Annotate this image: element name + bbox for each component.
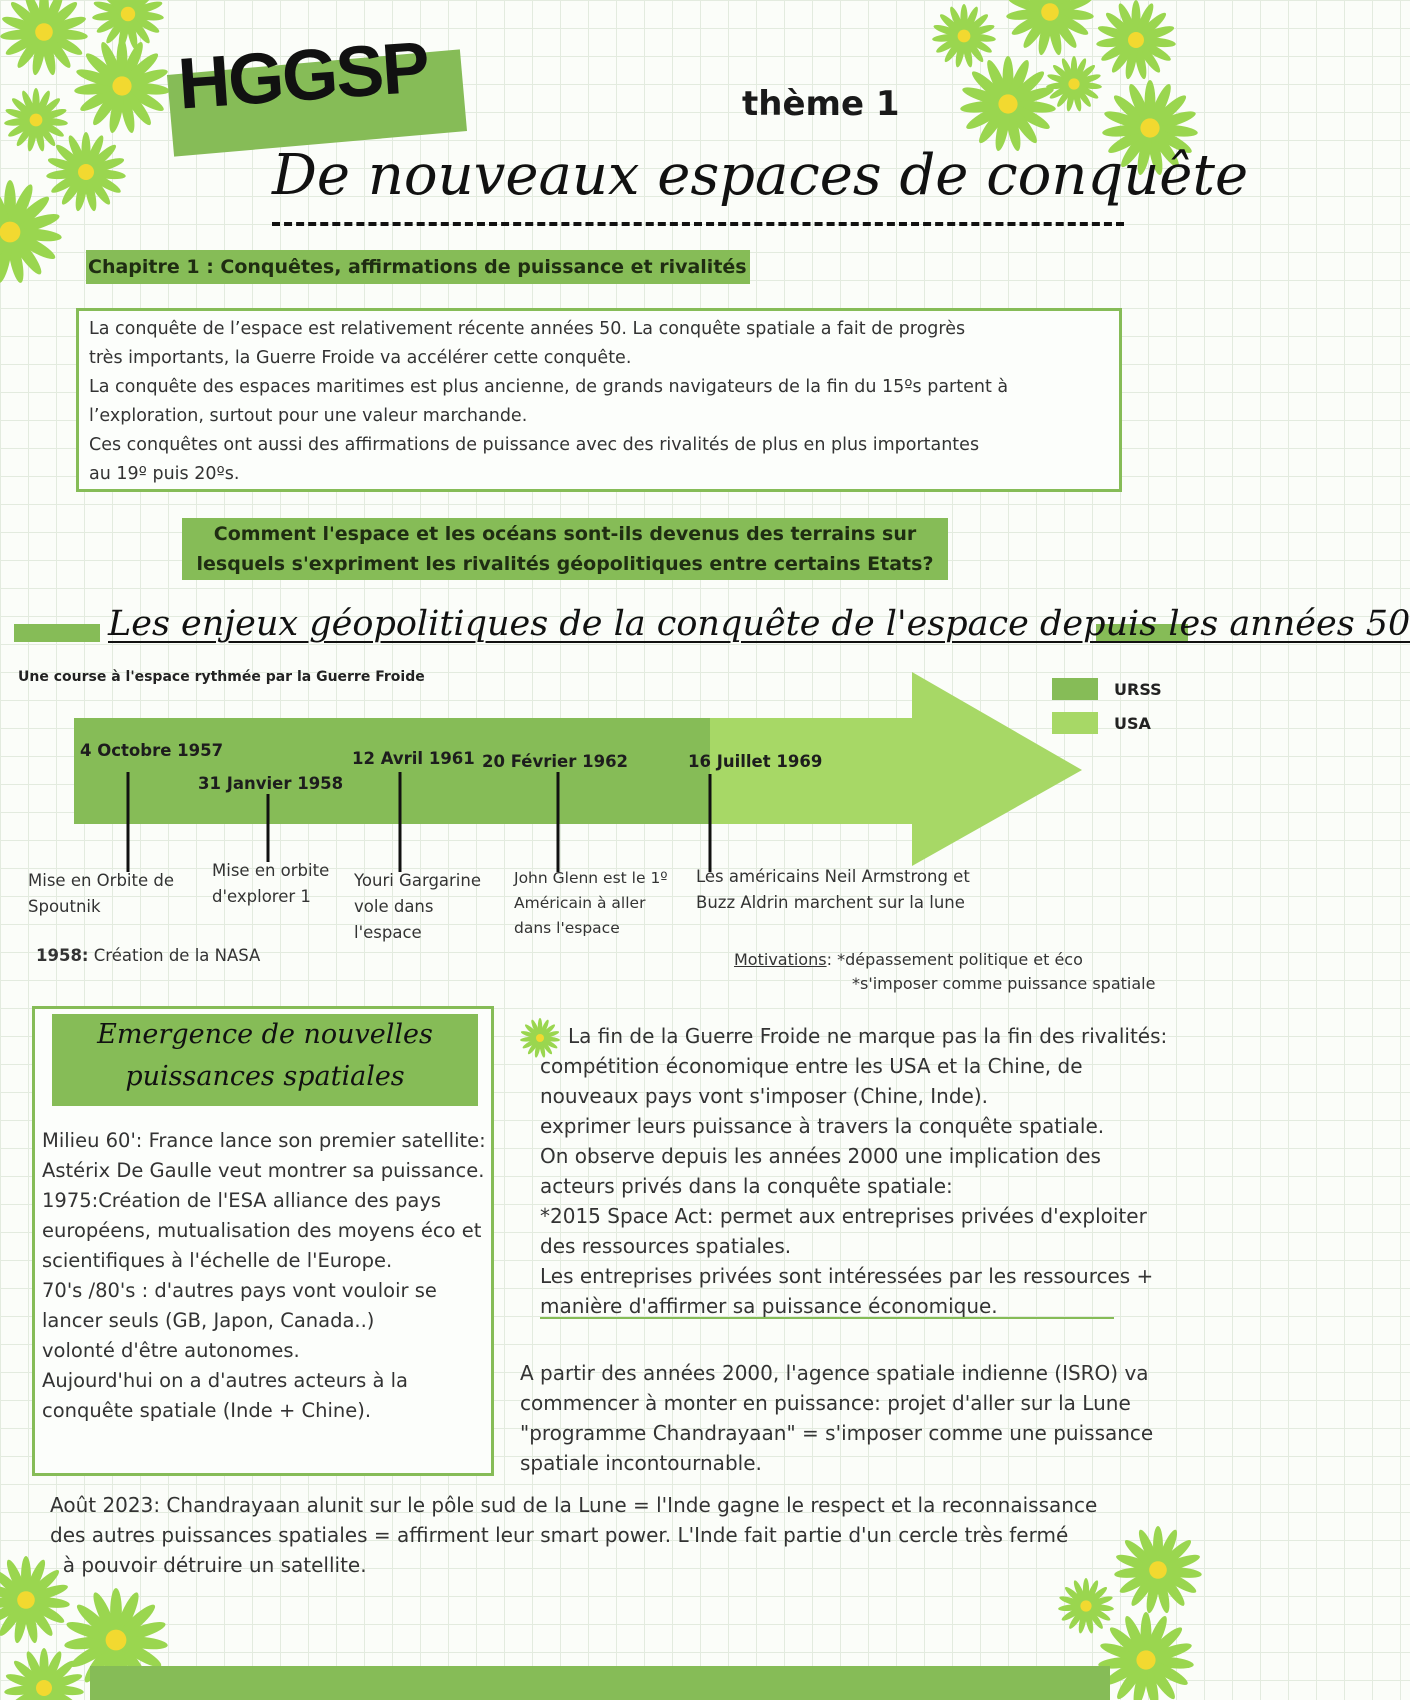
chapter-heading: Chapitre 1 : Conquêtes, affirmations de puissance et rivalités — [86, 250, 750, 284]
event-date: 4 Octobre 1957 — [80, 741, 224, 760]
timeline-legend — [1052, 678, 1162, 746]
right-paragraph: A partir des années 2000, l'agence spatiale indienne (ISRO) va commencer à monter en puissance: projet d'aller sur la Lune "programme Chandrayaan" = s'imposer comme une puissance spatiale incontournable. — [520, 1361, 1154, 1475]
conclusion-line: des autres puissances spatiales = affirment leur smart power. L'Inde fait partie d'un cercle très fermé — [50, 1523, 1069, 1547]
section-bar-left — [14, 624, 100, 642]
intro-line: très importants, la Guerre Froide va accélérer cette conquête. — [89, 348, 632, 368]
question-line: lesquels s'expriment les rivalités géopolitiques entre certains Etats? — [196, 553, 934, 575]
footer-bar — [90, 1666, 1110, 1700]
event-text: Youri Gargarine vole dans l'espace — [354, 871, 482, 942]
conclusion-text — [50, 1490, 1180, 1580]
emergence-paragraph: volonté d'être autonomes. — [42, 1339, 300, 1362]
legend-usa-label: USA — [1114, 713, 1151, 733]
right-paragraph: *2015 Space Act: permet aux entreprises privées d'exploiter des ressources spatiales. — [540, 1204, 1147, 1258]
event-text: John Glenn est le 1º Américain à aller dans l'espace — [514, 869, 668, 937]
emergence-paragraph: 1975:Création de l'ESA alliance des pays européens, mutualisation des moyens éco et scientifiques à l'échelle de l'Europe. — [42, 1189, 482, 1272]
emergence-paragraph: 70's /80's : d'autres pays vont vouloir se lancer seuls (GB, Japon, Canada..) — [42, 1279, 437, 1332]
event-date: 16 Juillet 1969 — [688, 752, 823, 771]
conclusion-line: à pouvoir détruire un satellite. — [50, 1553, 367, 1577]
legend-usa-swatch — [1052, 712, 1098, 734]
urss-band — [74, 718, 710, 824]
intro-line: au 19º puis 20ºs. — [89, 464, 240, 484]
question-line: Comment l'espace et les océans sont-ils devenus des terrains sur — [213, 523, 917, 545]
subject-title: HGGSP — [175, 27, 431, 125]
event-text: Mise en orbite d'explorer 1 — [212, 861, 330, 906]
page-title: De nouveaux espaces de conquête — [272, 143, 1249, 208]
problem-question — [182, 518, 948, 580]
right-paragraph: La fin de la Guerre Froide ne marque pas la fin des rivalités: compétition économique entre les USA et la Chine, de nouveaux pays vont s'imposer (Chine, Inde). — [540, 1024, 1168, 1108]
right-paragraph: On observe depuis les années 2000 une implication des acteurs privés dans la conquête spatiale: — [540, 1144, 1101, 1198]
timeline-label: Une course à l'espace rythmée par la Guerre Froide — [18, 669, 425, 685]
legend-urss-swatch — [1052, 678, 1098, 700]
nasa-year: 1958: — [36, 946, 89, 965]
conclusion-line: Août 2023: Chandrayaan alunit sur le pôle sud de la Lune = l'Inde gagne le respect et la reconnaissance — [50, 1493, 1098, 1517]
nasa-note — [36, 946, 260, 965]
emergence-paragraph: Milieu 60': France lance son premier satellite: Astérix De Gaulle veut montrer sa puissance. — [42, 1129, 486, 1182]
india-text — [520, 1358, 1180, 1478]
motivation-item: *s'imposer comme puissance spatiale — [852, 974, 1156, 993]
motivation-item: *dépassement politique et éco — [837, 950, 1083, 969]
divider — [540, 1317, 1114, 1319]
legend-urss-label: URSS — [1114, 679, 1162, 699]
intro-box — [76, 308, 1122, 492]
emergence-paragraph: Aujourd'hui on a d'autres acteurs à la conquête spatiale (Inde + Chine). — [42, 1369, 408, 1422]
legend-usa — [1052, 712, 1162, 734]
event-date: 31 Janvier 1958 — [198, 774, 344, 793]
timeline-arrow — [0, 660, 1200, 900]
intro-line: La conquête des espaces maritimes est plus ancienne, de grands navigateurs de la fin du 15ºs partent à — [89, 377, 1009, 397]
title-underline — [272, 222, 1124, 226]
theme-label: thème 1 — [742, 84, 900, 124]
intro-line: La conquête de l’espace est relativement récente années 50. La conquête spatiale a fait de progrès — [89, 319, 966, 339]
nasa-text: Création de la NASA — [93, 946, 261, 965]
emergence-title: Emergence de nouvelles puissances spatiales — [52, 1014, 478, 1106]
intro-line: Ces conquêtes ont aussi des affirmations de puissance avec des rivalités de plus en plus importantes — [89, 435, 980, 455]
motivations: Motivations: *dépassement politique et éco *s'imposer comme puissance spatiale — [734, 948, 1155, 996]
post-cold-war-text — [540, 1021, 1180, 1321]
intro-line: l’exploration, surtout pour une valeur marchande. — [89, 406, 528, 426]
event-text: Les américains Neil Armstrong et Buzz Aldrin marchent sur la lune — [696, 867, 970, 912]
right-paragraph: exprimer leurs puissance à travers la conquête spatiale. — [540, 1114, 1105, 1138]
event-date: 12 Avril 1961 — [352, 749, 475, 768]
event-date: 20 Février 1962 — [482, 752, 629, 771]
right-paragraph: Les entreprises privées sont intéressées par les ressources + manière d'affirmer sa puissance économique. — [540, 1264, 1154, 1318]
section-title: Les enjeux géopolitiques de la conquête de l'espace depuis les années 50 — [108, 604, 1410, 644]
legend-urss — [1052, 678, 1162, 700]
emergence-text — [42, 1126, 490, 1426]
motivations-label: Motivations — [734, 950, 827, 969]
event-text: Mise en Orbite de Spoutnik — [28, 871, 174, 916]
